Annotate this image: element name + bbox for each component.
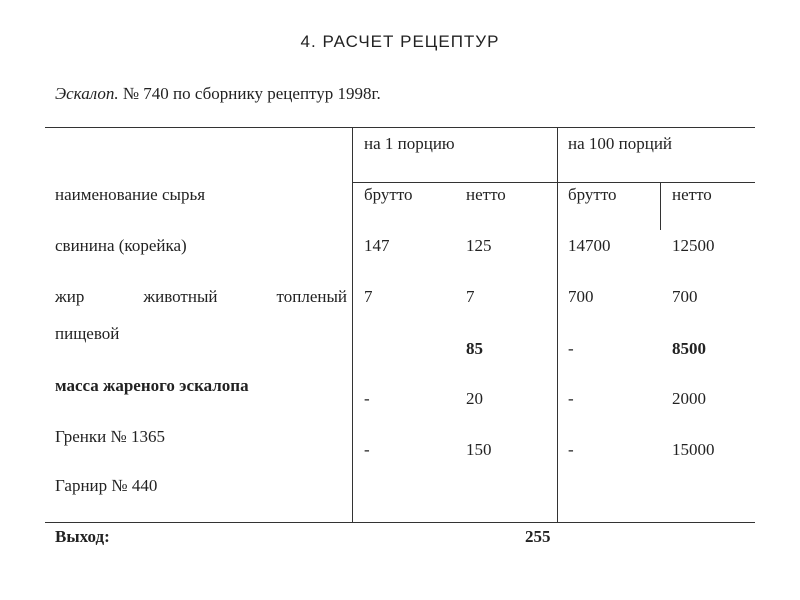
table-divider-sub [660, 182, 661, 230]
row-garnish-name: Гарнир № 440 [55, 476, 158, 495]
row-garnish-brutto-100: - [568, 440, 574, 459]
row-fried-brutto-100: - [568, 339, 574, 358]
output-value: 255 [525, 527, 551, 546]
row-croutons-netto-1: 20 [466, 389, 483, 408]
table-top-border [45, 127, 755, 128]
row-croutons-brutto-1: - [364, 389, 370, 408]
header-divider [352, 182, 755, 183]
row-pork-brutto-1: 147 [364, 236, 390, 255]
row-pork-netto-1: 125 [466, 236, 492, 255]
row-croutons-netto-100: 2000 [672, 389, 706, 408]
header-per-100: на 100 порций [568, 134, 673, 153]
dish-name: Эскалоп. [55, 84, 119, 103]
row-garnish-brutto-1: - [364, 440, 370, 459]
header-netto-100: нетто [672, 185, 712, 204]
recipe-source: № 740 по сборнику рецептур 1998г. [118, 84, 381, 103]
table-divider-left [352, 127, 353, 522]
row-garnish-netto-1: 150 [466, 440, 492, 459]
page-title: 4. РАСЧЕТ РЕЦЕПТУР [300, 32, 500, 51]
row-croutons-name: Гренки № 1365 [55, 427, 165, 446]
row-fried-name: масса жареного эскалопа [55, 376, 249, 395]
row-fat-brutto-100: 700 [568, 287, 594, 306]
header-raw-name: наименование сырья [55, 185, 206, 204]
row-fat-brutto-1: 7 [364, 287, 373, 306]
row-fat-word-3: топленый [276, 287, 347, 306]
row-fried-netto-1: 85 [466, 339, 483, 358]
header-brutto-1: брутто [364, 185, 413, 204]
output-label: Выход: [55, 527, 110, 546]
recipe-subtitle [55, 84, 381, 104]
row-fat-name [55, 287, 347, 307]
header-brutto-100: брутто [568, 185, 617, 204]
row-fat-word-2: животный [143, 287, 218, 306]
row-croutons-brutto-100: - [568, 389, 574, 408]
row-fried-netto-100: 8500 [672, 339, 706, 358]
table-divider-mid [557, 127, 558, 522]
row-fat-name-cont: пищевой [55, 324, 120, 343]
table-bottom-border [45, 522, 755, 523]
header-netto-1: нетто [466, 185, 506, 204]
row-fat-word-1: жир [55, 287, 85, 306]
row-pork-brutto-100: 14700 [568, 236, 611, 255]
header-per-portion: на 1 порцию [364, 134, 455, 153]
row-pork-name: свинина (корейка) [55, 236, 187, 255]
row-garnish-netto-100: 15000 [672, 440, 715, 459]
row-fat-netto-100: 700 [672, 287, 698, 306]
row-fat-netto-1: 7 [466, 287, 475, 306]
row-pork-netto-100: 12500 [672, 236, 715, 255]
